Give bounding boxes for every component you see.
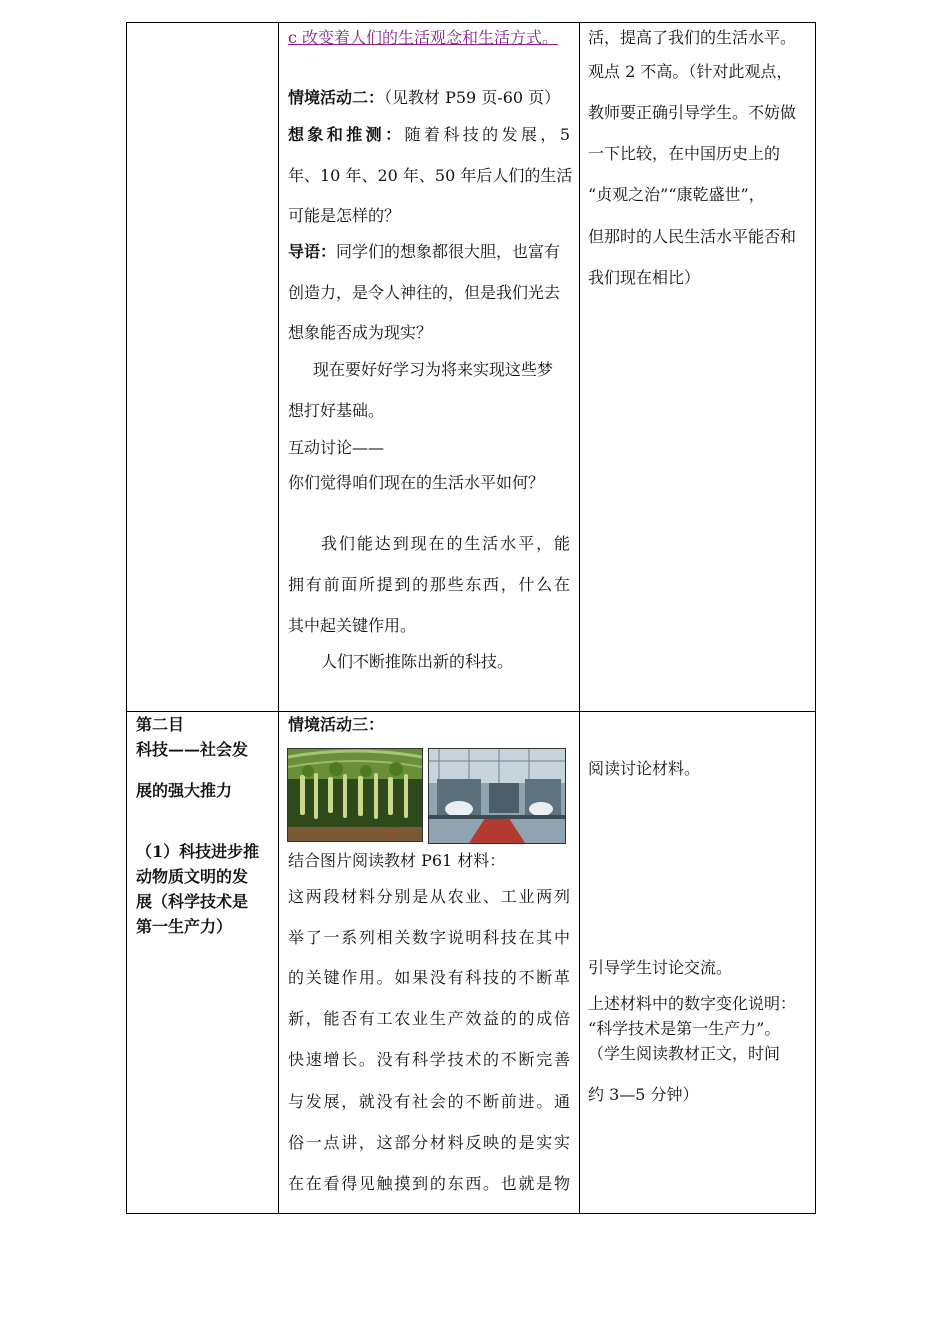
subsection-line-1: （1）科技进步推 <box>136 842 260 861</box>
activity3-title: 情境活动三： <box>288 715 385 734</box>
point-c-text: c 改变着人们的生活观念和生活方式。 <box>288 28 559 47</box>
image-caption: 结合图片阅读教材 P61 材料： <box>288 851 506 870</box>
activity2-ref: （见教材 P59 页-60 页） <box>384 88 561 107</box>
guide-line-1 <box>288 242 560 262</box>
right-line-1: 活，提高了我们的生活水平。 <box>588 28 797 47</box>
conclusion-line-2: “科学技术是第一生产力”。 <box>588 1019 781 1038</box>
imagine-text-1: 随着科技的发展，5 <box>404 125 570 144</box>
discussion-question: 你们觉得咱们现在的生活水平如何？ <box>288 473 545 492</box>
guide-text-1: 同学们的想象都很大胆，也富有 <box>336 242 561 261</box>
paragraph2: 人们不断推陈出新的科技。 <box>321 652 514 671</box>
imagine-line-3: 可能是怎样的？ <box>288 206 401 225</box>
section-number: 第二目 <box>136 715 185 734</box>
material-line-3: 的关键作用。如果没有科技的不断革 <box>288 968 570 987</box>
conclusion-line-1: 上述材料中的数字变化说明： <box>588 994 797 1013</box>
right-line-5: “贞观之治”“康乾盛世”， <box>588 185 765 204</box>
imagine-line-1 <box>288 125 570 145</box>
material-line-8: 在在看得见触摸到的东西。也就是物 <box>288 1174 570 1193</box>
paragraph1-line-3: 其中起关键作用。 <box>288 616 417 635</box>
table-divider-1 <box>278 22 279 1214</box>
table-border-left <box>126 22 127 1214</box>
read-discuss-text: 阅读讨论材料。 <box>588 759 701 778</box>
subsection-line-3: 展（科学技术是 <box>136 892 249 911</box>
greenhouse-photo <box>287 748 423 842</box>
right-line-7: 我们现在相比） <box>588 268 701 287</box>
activity2-title: 情境活动二： <box>288 88 385 107</box>
svg-text:✎: ✎ <box>388 828 395 837</box>
now-line-2: 想打好基础。 <box>288 401 385 420</box>
factory-illustration <box>429 749 565 843</box>
material-line-5: 快速增长。没有科学技术的不断完善 <box>288 1050 570 1069</box>
table-divider-2 <box>579 22 580 1214</box>
table-border-right <box>815 22 816 1214</box>
right-line-4: 一下比较，在中国历史上的 <box>588 144 781 163</box>
material-line-6: 与发展，就没有社会的不断前进。通 <box>288 1092 570 1111</box>
material-line-1: 这两段材料分别是从农业、工业两列 <box>288 887 570 906</box>
now-line-1: 现在要好好学习为将来实现这些梦 <box>313 360 554 379</box>
subsection-line-2: 动物质文明的发 <box>136 867 249 886</box>
material-line-2: 举了一系列相关数字说明科技在其中 <box>288 928 570 947</box>
right-line-2: 观点 2 不高。（针对此观点， <box>588 62 793 81</box>
guide-line-2: 创造力，是令人神往的，但是我们光去 <box>288 283 561 302</box>
section-title-line-2: 展的强大推力 <box>136 781 233 800</box>
table-row-divider <box>126 711 816 712</box>
right-line-6: 但那时的人民生活水平能否和 <box>588 227 797 246</box>
imagine-label: 想象和推测： <box>288 125 405 144</box>
section-title-line-1: 科技——社会发 <box>136 740 249 759</box>
factory-photo <box>428 748 566 844</box>
right-line-3: 教师要正确引导学生。不妨做 <box>588 103 797 122</box>
guide-discuss-text: 引导学生讨论交流。 <box>588 958 733 977</box>
paragraph1-line-2: 拥有前面所提到的那些东西，什么在 <box>288 575 570 594</box>
material-line-7: 俗一点讲，这部分材料反映的是实实 <box>288 1133 570 1152</box>
conclusion-line-3: （学生阅读教材正文，时间 <box>588 1044 781 1063</box>
table-border-bottom <box>126 1213 816 1214</box>
conclusion-line-4: 约 3—5 分钟） <box>588 1085 699 1104</box>
greenhouse-illustration <box>288 749 422 841</box>
subsection-line-4: 第一生产力） <box>136 917 233 936</box>
imagine-line-2: 年、10 年、20 年、50 年后人们的生活 <box>288 166 573 185</box>
material-line-4: 新，能否有工农业生产效益的的成倍 <box>288 1009 570 1028</box>
guide-label: 导语： <box>288 242 337 261</box>
interact-discussion: 互动讨论—— <box>288 438 385 457</box>
paragraph1-line-1: 我们能达到现在的生活水平，能 <box>321 534 570 553</box>
guide-line-3: 想象能否成为现实？ <box>288 323 433 342</box>
activity2-heading <box>288 88 560 108</box>
table-border-top <box>126 22 816 23</box>
